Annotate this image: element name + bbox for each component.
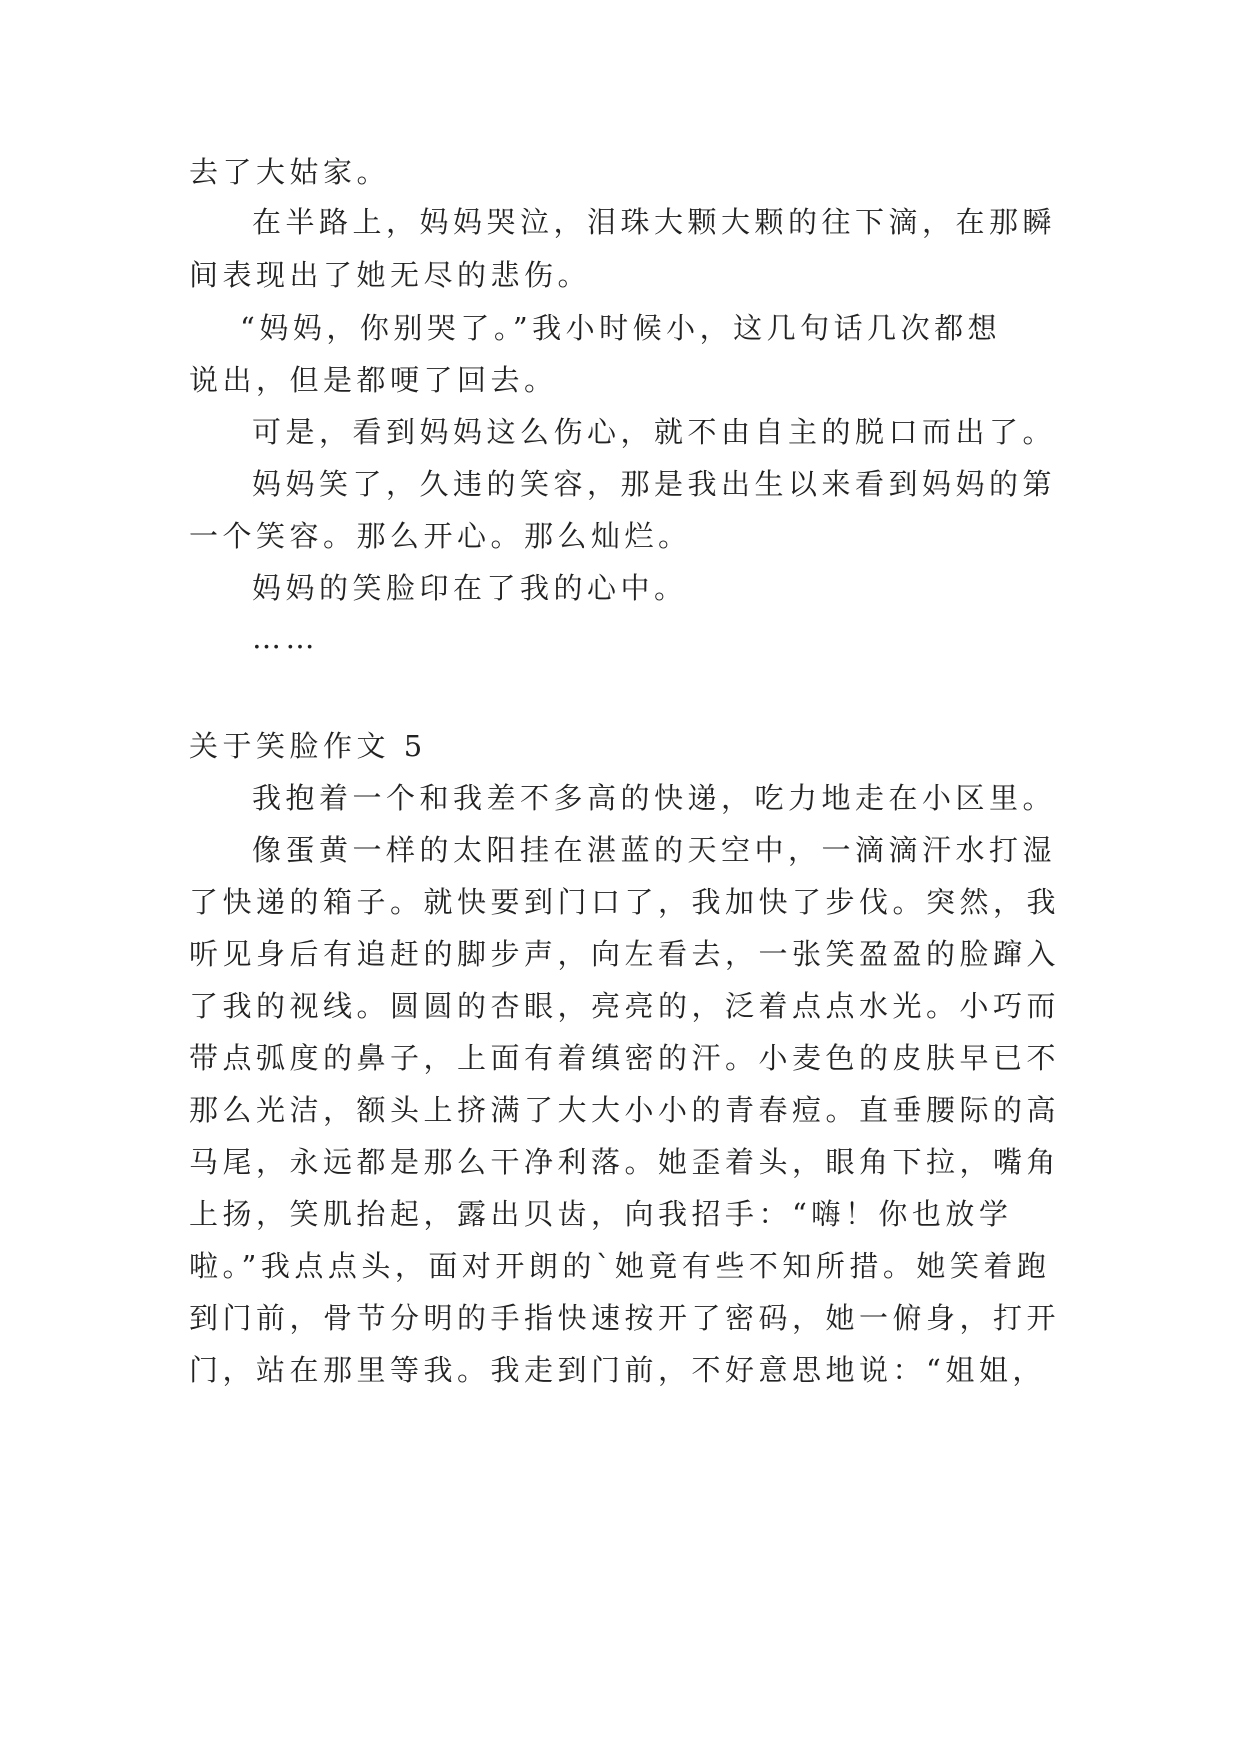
text-line: 那么光洁，额头上挤满了大大小小的青春痘。直垂腰际的高 bbox=[189, 1093, 1061, 1127]
paragraph-line: 可是，看到妈妈这么伤心，就不由自主的脱口而出了。 bbox=[252, 415, 1057, 449]
paragraph-line: 像蛋黄一样的太阳挂在湛蓝的天空中，一滴滴汗水打湿 bbox=[252, 833, 1057, 867]
paragraph-line: 在半路上，妈妈哭泣，泪珠大颗大颗的往下滴，在那瞬 bbox=[252, 205, 1057, 239]
paragraph-line: 妈妈的笑脸印在了我的心中。 bbox=[252, 571, 688, 605]
text-line: 到门前，骨节分明的手指快速按开了密码，她一俯身，打开 bbox=[189, 1301, 1061, 1335]
text-line: 了我的视线。圆圆的杏眼，亮亮的，泛着点点水光。小巧而 bbox=[189, 989, 1061, 1023]
section-heading: 关于笑脸作文 5 bbox=[189, 729, 427, 763]
text-line: 听见身后有追赶的脚步声，向左看去，一张笑盈盈的脸蹿入 bbox=[189, 937, 1061, 971]
paragraph-line: 妈妈笑了，久违的笑容，那是我出生以来看到妈妈的第 bbox=[252, 467, 1057, 501]
text-line: 一个笑容。那么开心。那么灿烂。 bbox=[189, 519, 692, 553]
text-line: 了快递的箱子。就快要到门口了，我加快了步伐。突然，我 bbox=[189, 885, 1061, 919]
text-line: 门，站在那里等我。我走到门前，不好意思地说：“姐姐， bbox=[189, 1353, 1046, 1387]
ellipsis-line: …… bbox=[252, 621, 319, 655]
text-line: 带点弧度的鼻子，上面有着缜密的汗。小麦色的皮肤早已不 bbox=[189, 1041, 1061, 1075]
text-line: 啦。”我点点头，面对开朗的`她竟有些不知所措。她笑着跑 bbox=[189, 1249, 1051, 1283]
text-line: 说出，但是都哽了回去。 bbox=[189, 363, 558, 397]
text-line: 上扬，笑肌抬起，露出贝齿，向我招手：“嗨！你也放学 bbox=[189, 1197, 1013, 1231]
text-line: 马尾，永远都是那么干净利落。她歪着头，眼角下拉，嘴角 bbox=[189, 1145, 1061, 1179]
quote-line: “妈妈，你别哭了。”我小时候小，这几句话几次都想 bbox=[240, 311, 1002, 345]
text-line: 间表现出了她无尽的悲伤。 bbox=[189, 258, 592, 292]
text-line: 去了大姑家。 bbox=[189, 155, 391, 189]
paragraph-line: 我抱着一个和我差不多高的快递，吃力地走在小区里。 bbox=[252, 781, 1057, 815]
